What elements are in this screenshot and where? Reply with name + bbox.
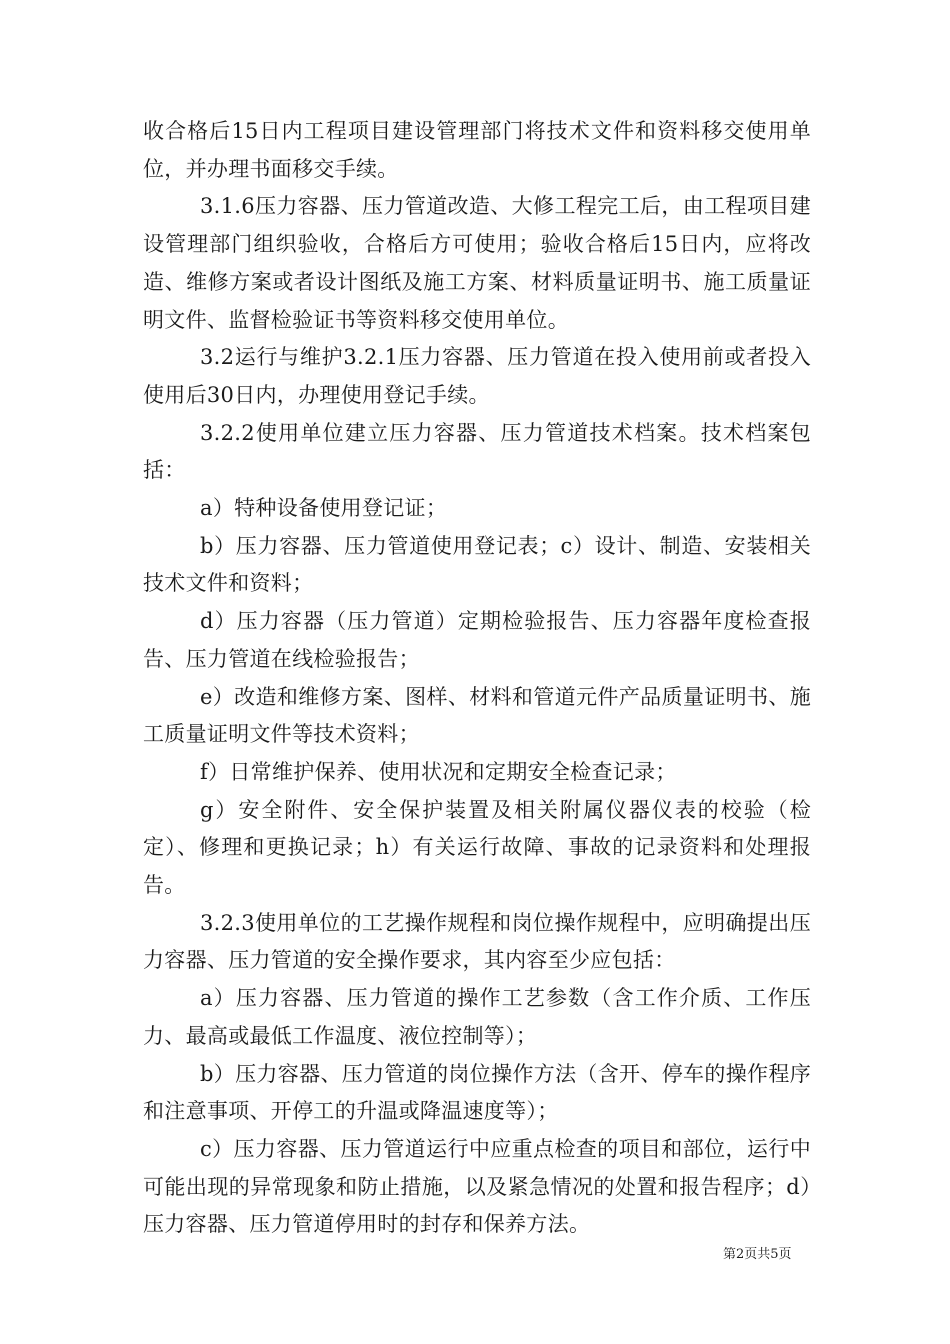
paragraph-4: 3.2.2使用单位建立压力容器、压力管道技术档案。技术档案包括： [143, 420, 811, 483]
document-body [143, 113, 811, 1244]
paragraph-2: 3.1.6压力容器、压力管道改造、大修工程完工后，由工程项目建设管理部门组织验收，合格后方可使用；验收合格后15日内，应将改造、维修方案或者设计图纸及施工方案、材料质量证明书、施工质量证明文件、监督检验证书等资料移交使用单位。 [143, 194, 811, 332]
paragraph-8: e）改造和维修方案、图样、材料和管道元件产品质量证明书、施工质量证明文件等技术资料； [143, 684, 811, 747]
paragraph-12: a）压力容器、压力管道的操作工艺参数（含工作介质、工作压力、最高或最低工作温度、液位控制等）； [143, 986, 811, 1048]
paragraph-6: b）压力容器、压力管道使用登记表；c）设计、制造、安装相关技术文件和资料； [143, 533, 811, 596]
paragraph-11: 3.2.3使用单位的工艺操作规程和岗位操作规程中，应明确提出压力容器、压力管道的安全操作要求，其内容至少应包括： [143, 910, 811, 973]
paragraph-14: c）压力容器、压力管道运行中应重点检查的项目和部位，运行中可能出现的异常现象和防止措施，以及紧急情况的处置和报告程序；d）压力容器、压力管道停用时的封存和保养方法。 [143, 1136, 811, 1237]
paragraph-13: b）压力容器、压力管道的岗位操作方法（含开、停车的操作程序和注意事项、开停工的升温或降温速度等）； [143, 1061, 811, 1124]
paragraph-5: a）特种设备使用登记证； [200, 496, 448, 521]
paragraph-9: f）日常维护保养、使用状况和定期安全检查记录； [200, 759, 677, 784]
page-number-footer: 第2页共5页 [723, 1247, 792, 1262]
paragraph-1: 收合格后15日内工程项目建设管理部门将技术文件和资料移交使用单位，并办理书面移交手续。 [143, 119, 811, 181]
paragraph-3: 3.2运行与维护3.2.1压力容器、压力管道在投入使用前或者投入使用后30日内，办理使用登记手续。 [143, 345, 811, 407]
paragraph-10: g）安全附件、安全保护装置及相关附属仪器仪表的校验（检定）、修理和更换记录；h）有关运行故障、事故的记录资料和处理报告。 [143, 797, 811, 898]
paragraph-7: d）压力容器（压力管道）定期检验报告、压力容器年度检查报告、压力管道在线检验报告； [143, 609, 811, 671]
